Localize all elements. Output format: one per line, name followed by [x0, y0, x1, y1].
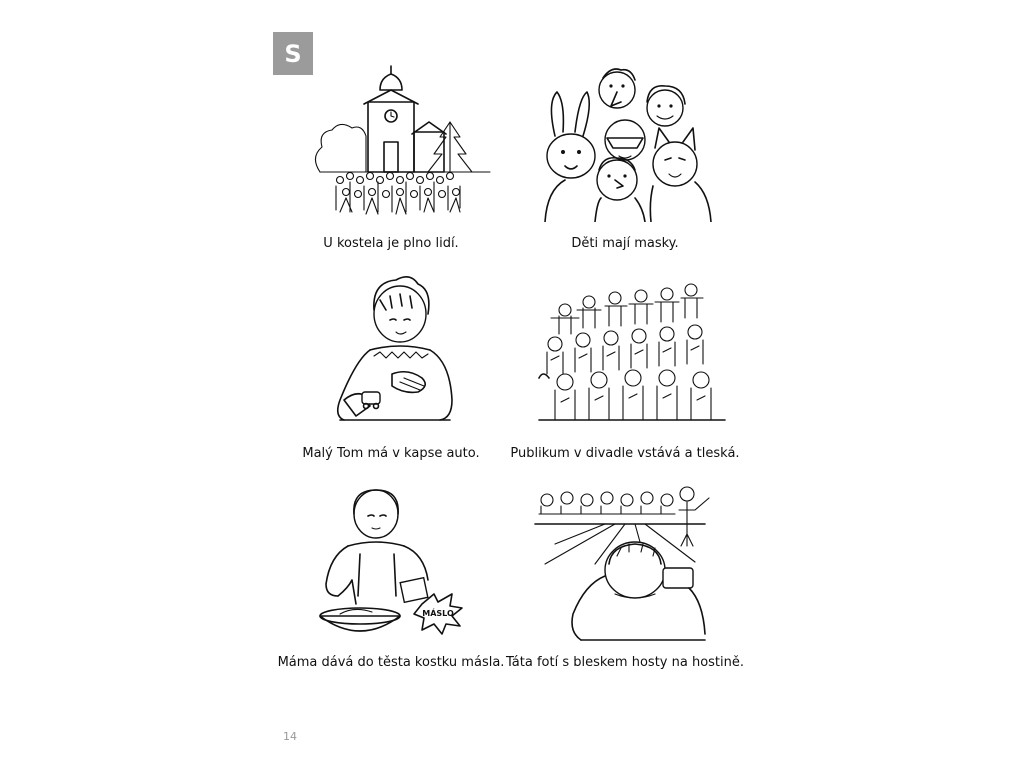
caption-6: Táta fotí s bleskem hosty na hostině.	[506, 655, 744, 670]
caption-4: Publikum v divadle vstává a tleská.	[510, 446, 740, 461]
page-number: 14	[283, 730, 297, 743]
caption-1: U kostela je plno lidí.	[323, 236, 459, 251]
illustration-audience-applause	[525, 270, 755, 430]
illustration-church-crowd	[300, 62, 530, 222]
caption-5: Máma dává do těsta kostku másla.	[277, 655, 505, 670]
illustration-mom-butter	[300, 484, 530, 644]
illustration-boy-toy-car	[300, 270, 530, 430]
illustration-dad-photo-flash	[525, 484, 755, 644]
letter-badge: S	[273, 32, 313, 75]
illustration-children-masks	[525, 62, 755, 222]
caption-3: Malý Tom má v kapse auto.	[302, 446, 480, 461]
caption-2: Děti mají masky.	[571, 236, 679, 251]
butter-label: MÁSLO	[422, 609, 454, 618]
